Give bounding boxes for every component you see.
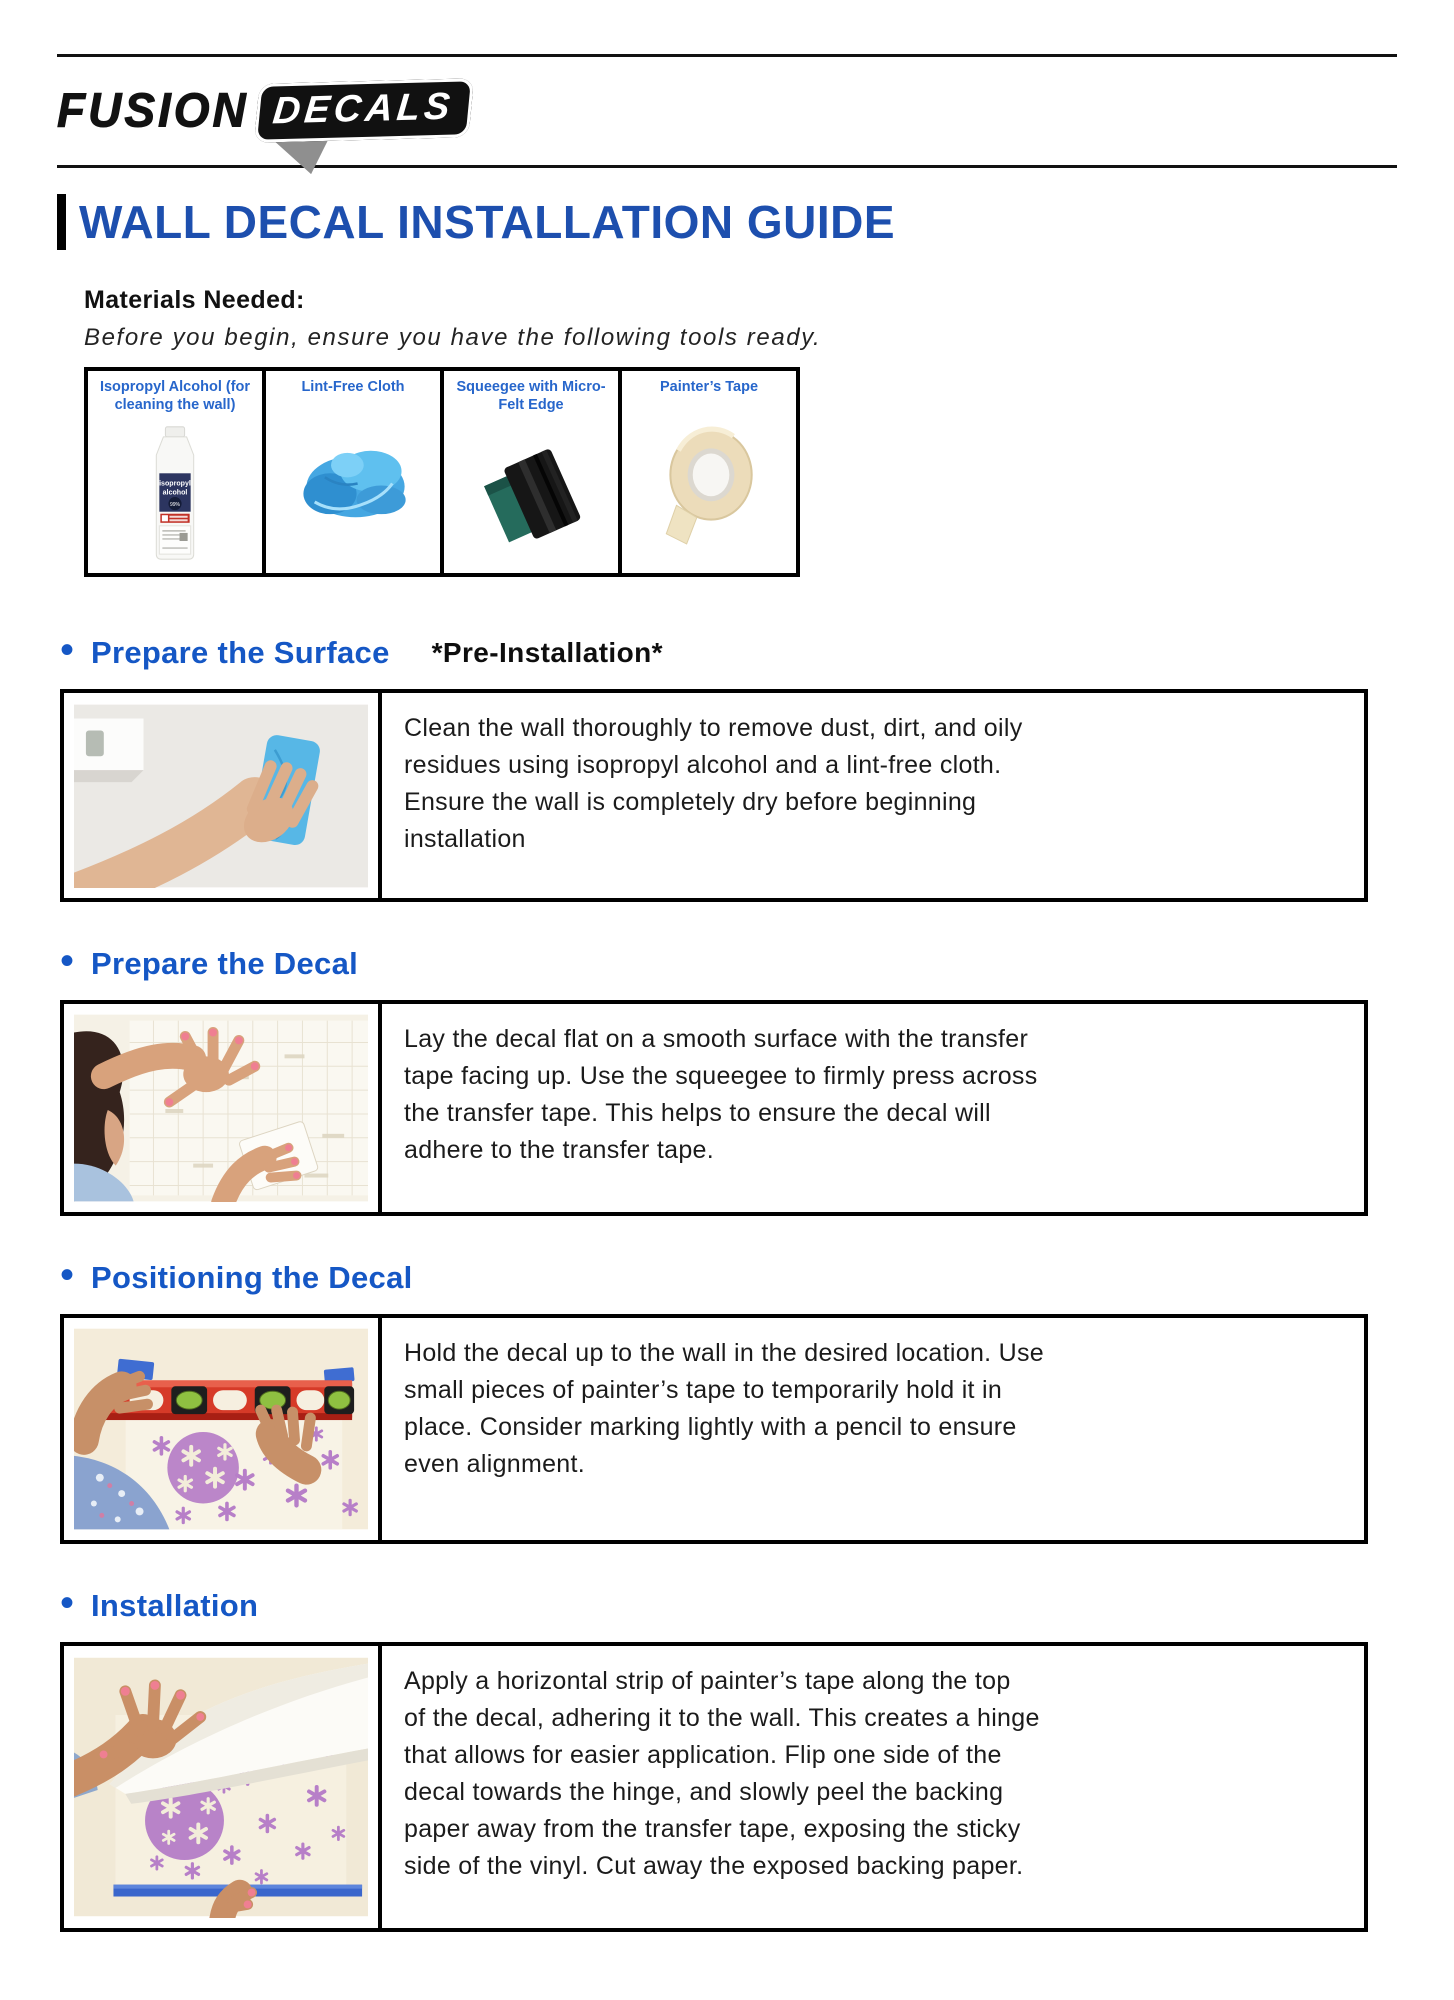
pressing-decal-with-squeegee-photo bbox=[74, 1014, 368, 1202]
title-accent-bar bbox=[57, 194, 66, 250]
hand-wiping-wall-photo bbox=[74, 704, 368, 888]
material-image-wrap bbox=[88, 416, 262, 573]
bullet-icon bbox=[60, 640, 74, 660]
step-installation bbox=[57, 1588, 1397, 1932]
step-description: Apply a horizontal strip of painter’s tape along the top of the decal, adhering it to the wall. This creates a hinge that allows for easier application. Flip one side of the decal towards the hinge, and slowly peel the backing paper away from the transfer tape, exposing the sticky side of the vinyl. Cut away the exposed backing paper. bbox=[404, 1667, 1040, 1880]
leveling-decal-on-wall-photo bbox=[74, 1328, 368, 1530]
step-prepare-decal bbox=[57, 946, 1397, 1216]
logo-decals-text: DECALS bbox=[254, 78, 475, 143]
material-label: Painter’s Tape bbox=[659, 379, 759, 395]
lint-free-cloth-icon bbox=[284, 430, 422, 538]
material-item-tape bbox=[622, 371, 796, 573]
divider-under-logo bbox=[57, 165, 1397, 168]
step-card bbox=[60, 1314, 1368, 1544]
bullet-icon bbox=[60, 1265, 74, 1285]
materials-subheading: Before you begin, ensure you have the following tools ready. bbox=[84, 324, 822, 351]
step-title: Prepare the Surface bbox=[91, 635, 390, 670]
peeling-backing-paper-photo bbox=[74, 1656, 368, 1918]
step-title: Positioning the Decal bbox=[91, 1260, 413, 1295]
divider-top bbox=[57, 54, 1397, 57]
brand-logo bbox=[57, 71, 1397, 149]
material-image-wrap bbox=[622, 398, 796, 573]
materials-section bbox=[84, 286, 1397, 577]
material-image-wrap bbox=[266, 398, 440, 573]
bullet-icon bbox=[60, 951, 74, 971]
step-description: Clean the wall thoroughly to remove dust, dirt, and oily residues using isopropyl alcohol and a lint-free cloth. Ensure the wall is completely dry before beginning installation bbox=[404, 714, 1023, 853]
step-photo-cell bbox=[64, 1318, 382, 1540]
page-title: WALL DECAL INSTALLATION GUIDE bbox=[79, 196, 896, 248]
step-heading-row bbox=[57, 946, 1397, 982]
step-description: Hold the decal up to the wall in the desired location. Use small pieces of painter’s tape to temporarily hold it in place. Consider marking lightly with a pencil to ensure even alignment. bbox=[404, 1339, 1044, 1478]
step-photo-cell bbox=[64, 1004, 382, 1212]
material-image-wrap bbox=[444, 416, 618, 573]
step-heading-row bbox=[57, 1260, 1397, 1296]
logo-decals-badge bbox=[257, 81, 471, 140]
step-title: Installation bbox=[91, 1588, 259, 1623]
step-heading-row bbox=[57, 1588, 1397, 1624]
step-heading-row bbox=[57, 635, 1397, 671]
material-label: Isopropyl Alcohol (for cleaning the wall) bbox=[99, 379, 251, 413]
step-title: Prepare the Decal bbox=[91, 946, 359, 981]
page-title-row bbox=[57, 194, 1397, 250]
step-card bbox=[60, 1642, 1368, 1932]
step-card bbox=[60, 689, 1368, 902]
svg-text:isopropyl: isopropyl bbox=[159, 479, 191, 487]
step-photo-cell bbox=[64, 693, 382, 898]
step-prepare-surface bbox=[57, 635, 1397, 902]
material-label: Squeegee with Micro-Felt Edge bbox=[456, 379, 606, 413]
bullet-icon bbox=[60, 1593, 74, 1613]
material-label: Lint-Free Cloth bbox=[301, 379, 405, 395]
felt-edge-squeegee-icon bbox=[462, 439, 600, 547]
painters-tape-roll-icon bbox=[648, 422, 770, 546]
materials-table bbox=[84, 367, 800, 577]
logo-fusion-text: FUSION bbox=[57, 82, 249, 138]
step-card bbox=[60, 1000, 1368, 1216]
material-item-alcohol bbox=[88, 371, 266, 573]
materials-heading: Materials Needed: bbox=[84, 286, 305, 314]
svg-text:99%: 99% bbox=[169, 501, 181, 508]
material-item-squeegee bbox=[444, 371, 622, 573]
step-description: Lay the decal flat on a smooth surface with the transfer tape facing up. Use the squeegee to firmly press across the transfer tape. This helps to ensure the decal will adhere to the transfer tape. bbox=[404, 1025, 1038, 1164]
step-photo-cell bbox=[64, 1646, 382, 1928]
material-item-cloth bbox=[266, 371, 444, 573]
svg-text:alcohol: alcohol bbox=[162, 489, 188, 497]
step-positioning-decal bbox=[57, 1260, 1397, 1544]
pre-installation-note: *Pre-Installation* bbox=[431, 637, 663, 668]
isopropyl-alcohol-bottle-icon bbox=[127, 424, 223, 562]
